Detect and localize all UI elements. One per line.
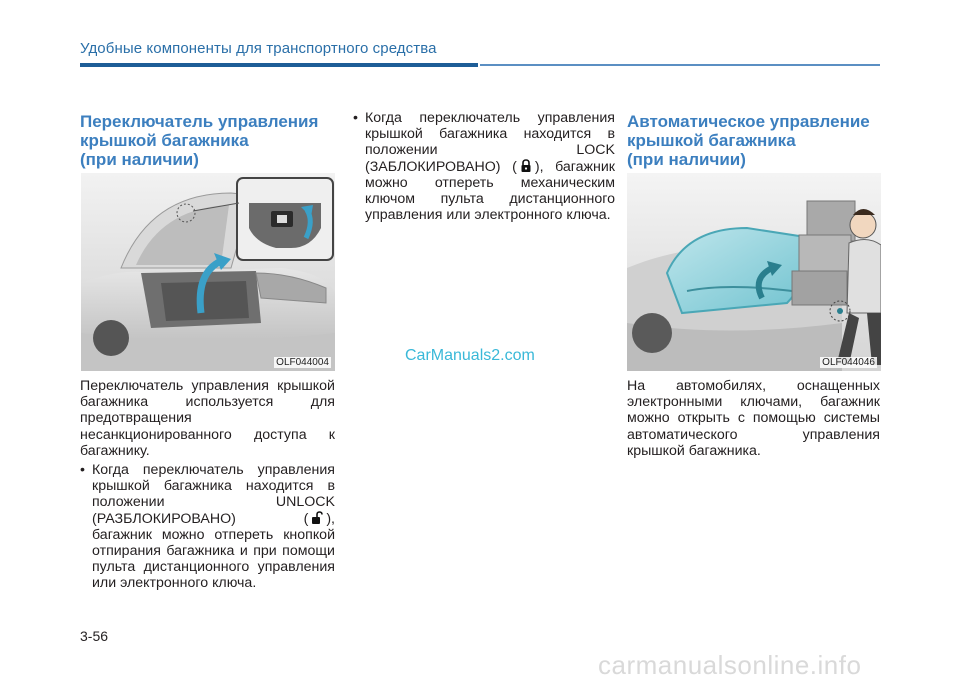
figure-code: OLF044046 [822,357,875,368]
figure-code: OLF044004 [276,357,329,368]
footer-site-text: carmanualsonline.info [598,650,862,680]
heading-line: Переключатель управления [80,112,319,131]
trunk-switch-illustration [81,173,335,371]
trunk-switch-figure [81,173,335,371]
watermark: CarManuals2.com [405,347,535,364]
bullet-text: Когда переключатель управления крышкой багажника находится в положении UNLOCK (РАЗБЛОКИРОВАНО) ( [92,462,335,527]
left-bullet-unlock [80,462,335,592]
heading-line: (при наличии) [80,150,199,169]
bullet-text: Когда переключатель управления крышкой багажника находится в положении LOCK (ЗАБЛОКИРОВАНО) ( [365,110,615,175]
left-section-heading [80,112,340,169]
heading-line: Автоматическое управление [627,112,870,131]
middle-bullet-lock [353,110,615,223]
heading-line: (при наличии) [627,150,746,169]
page-number: 3-56 [80,628,109,644]
smart-trunk-illustration [627,173,881,371]
heading-line: крышкой багажника [80,131,249,150]
right-section-heading [627,112,887,169]
page-header-title: Удобные компоненты для транспортного средства [80,40,437,57]
smart-trunk-figure [627,173,881,371]
unlock-icon [310,511,324,525]
bullet-text: ), багажник можно отпереть механическим ключом пульта дистанционного управления или электронного ключа. [365,158,615,224]
bullet-text: ), багажник можно отпереть кнопкой отпирания багажника и при помощи пульта дистанционного управления или электронного ключа. [92,510,335,592]
header-rule-light [480,64,880,66]
right-paragraph: На автомобилях, оснащенных электронными ключами, багажник можно открыть с помощью системы автоматического управления крышкой багажника. [627,378,880,459]
heading-line: крышкой багажника [627,131,796,150]
header-rule-dark [80,63,478,67]
left-paragraph: Переключатель управления крышкой багажника используется для предотвращения несанкционированного доступа к багажнику. [80,378,335,459]
lock-icon [519,159,533,173]
